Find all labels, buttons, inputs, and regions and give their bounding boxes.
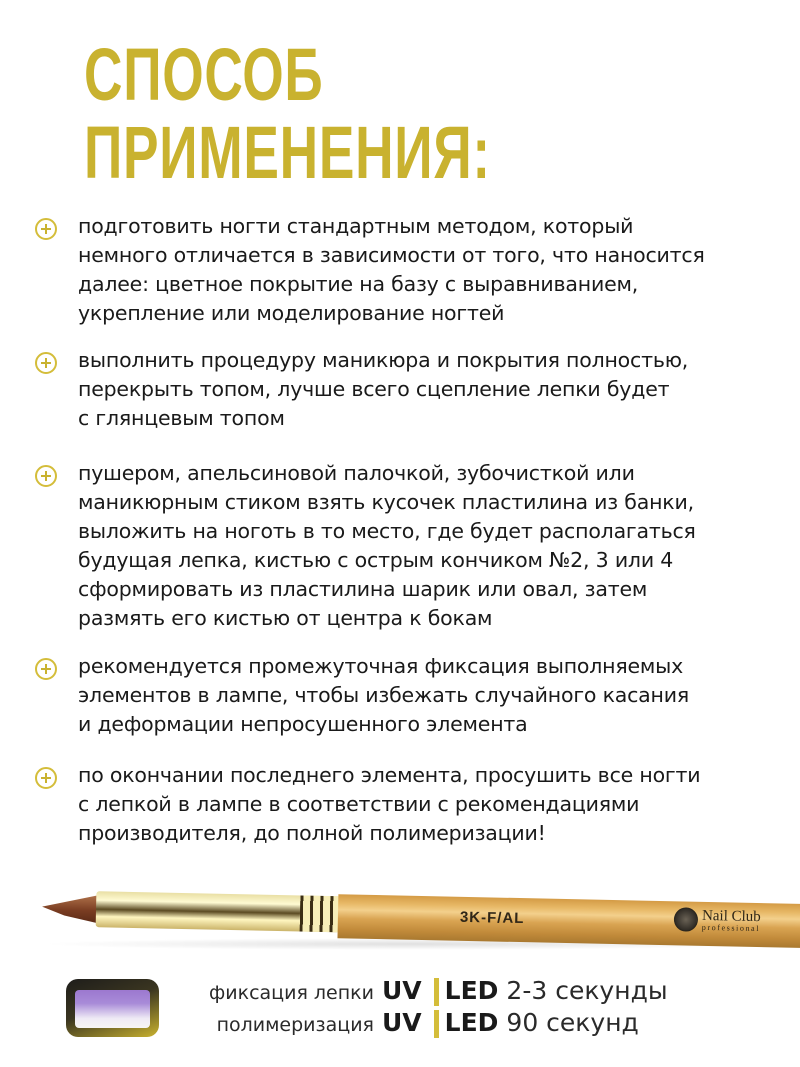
step-line: с глянцевым топом (78, 406, 285, 430)
curing-row-fixation (184, 976, 668, 1008)
brush-ferrule (96, 891, 341, 932)
uv-lamp-icon (66, 979, 159, 1037)
brand-name: Nail Club (701, 907, 761, 925)
step-line: далее: цветное покрытие на базу с выравниванием, (78, 272, 639, 296)
brand-subtitle: professional (701, 922, 761, 933)
step-text (78, 652, 794, 739)
step-text (78, 212, 794, 328)
step-line: маникюрным стиком взять кусочек пластилина из банки, (78, 490, 694, 514)
curing-label: фиксация лепки (209, 982, 374, 1004)
curing-row-polymerization (184, 1008, 668, 1040)
step-line: по окончании последнего элемента, просушить все ногти (78, 763, 701, 787)
step-line: будущая лепка, кистью с острым кончиком №2, 3 или 4 (78, 548, 674, 572)
led-label: LED (444, 1008, 499, 1037)
uv-label: UV (382, 1008, 422, 1037)
step-line: выложить на ноготь в то место, где будет располагаться (78, 519, 696, 543)
plus-circle-icon (35, 352, 57, 374)
brush-handle (337, 894, 800, 948)
title-line-1: СПОСОБ (84, 33, 324, 116)
step-line: выполнить процедуру маникюра и покрытия полностью, (78, 348, 689, 372)
step-line: элементов в лампе, чтобы избежать случайного касания (78, 683, 690, 707)
separator-bar (434, 1010, 439, 1038)
curing-time: 2-3 секунды (506, 976, 668, 1005)
step-line: подготовить ногти стандартным методом, который (78, 214, 634, 238)
step-text (78, 761, 794, 848)
step-line: немного отличается в зависимости от того, что наносится (78, 243, 705, 267)
brush-ferrule-rings (300, 895, 341, 932)
curing-info (184, 976, 668, 1040)
brush-bristles (42, 894, 99, 923)
plus-circle-icon (35, 658, 57, 680)
page-title (84, 33, 491, 194)
step-line: пушером, апельсиновой палочкой, зубочисткой или (78, 461, 635, 485)
plus-circle-icon (35, 767, 57, 789)
lamp-light (75, 990, 150, 1028)
brush-model-label: 3K-F/AL (459, 908, 525, 928)
led-label: LED (444, 976, 499, 1005)
brand-emblem-icon (674, 907, 698, 931)
brand-text (702, 908, 761, 932)
separator-bar (434, 978, 439, 1006)
title-line-2: ПРИМЕНЕНИЯ: (84, 111, 491, 194)
step-line: с лепкой в лампе в соответствии с рекомендациями (78, 792, 640, 816)
plus-circle-icon (35, 465, 57, 487)
brush-body (39, 880, 800, 956)
brand-logo (674, 907, 761, 933)
uv-label: UV (382, 976, 422, 1005)
step-line: производителя, до полной полимеризации! (78, 821, 546, 845)
curing-label: полимеризация (216, 1014, 374, 1036)
plus-circle-icon (35, 218, 57, 240)
curing-time: 90 секунд (506, 1008, 639, 1037)
brush-image (40, 870, 800, 950)
step-line: размять его кистью от центра к бокам (78, 606, 493, 630)
step-text (78, 459, 794, 633)
step-text (78, 346, 794, 433)
step-line: укрепление или моделирование ногтей (78, 301, 505, 325)
step-line: и деформации непросушенного элемента (78, 712, 528, 736)
step-line: сформировать из пластилина шарик или овал, затем (78, 577, 648, 601)
step-line: перекрыть топом, лучше всего сцепление лепки будет (78, 377, 670, 401)
step-line: рекомендуется промежуточная фиксация выполняемых (78, 654, 684, 678)
